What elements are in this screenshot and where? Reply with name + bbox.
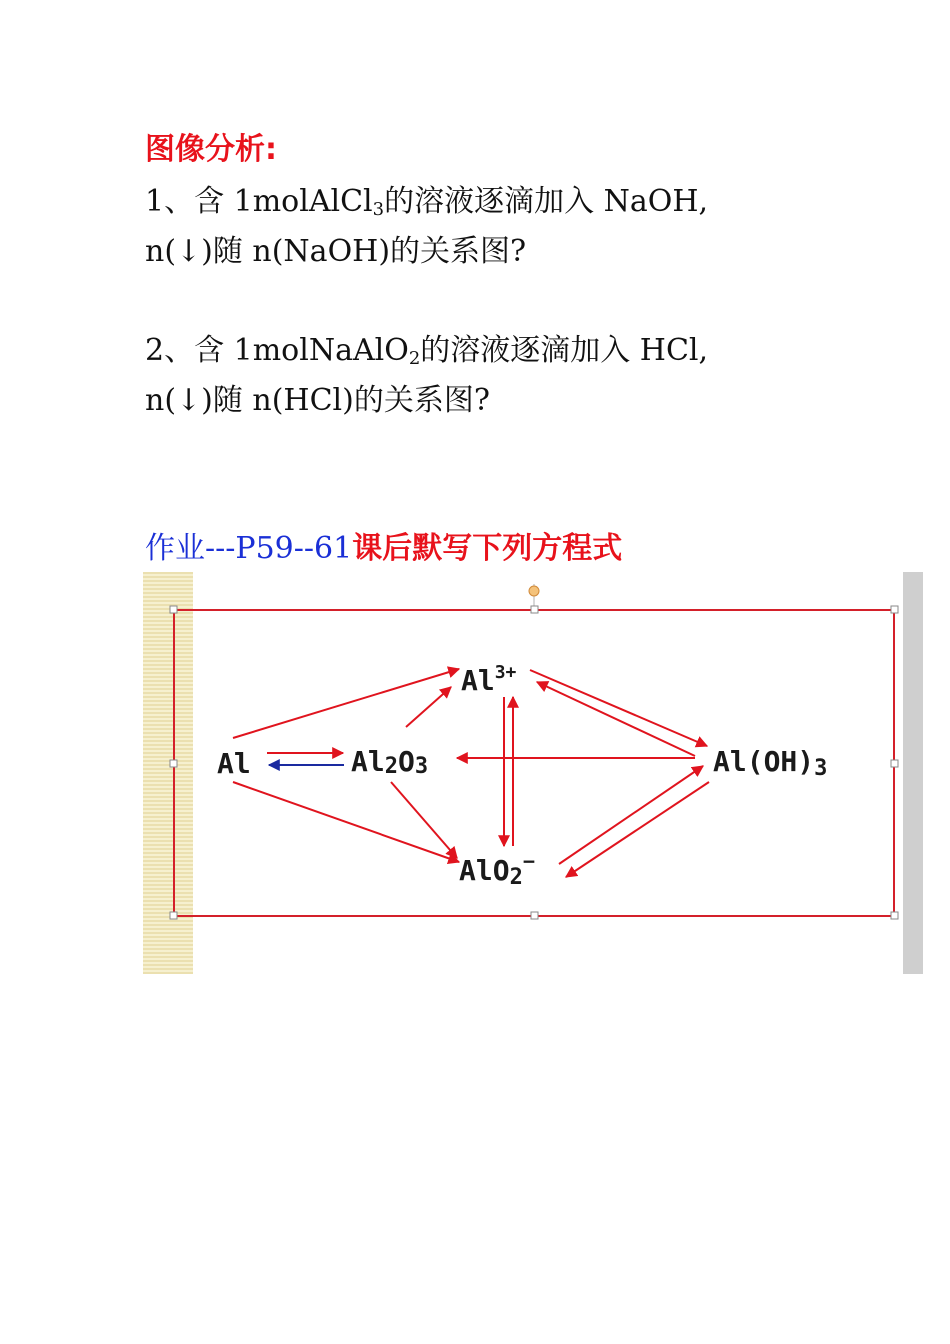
homework-line [145,531,622,567]
question-1-subscript: 3 [372,199,385,220]
homework-reference: 作业---P59--61 [145,531,353,566]
rotate-handle[interactable] [529,586,539,596]
reaction-arrows [233,669,709,877]
question-1-line-1 [145,184,708,220]
question-2-subscript: 2 [408,348,421,369]
aluminum-conversion-diagram [143,572,923,974]
page-heading: 图像分析: [145,132,277,167]
question-1-text-a: 1、含 1molAlCl [145,184,373,219]
question-2-text-b: 的溶液逐滴加入 HCl, [420,333,709,368]
node-alo2: AlO2− [459,849,535,890]
question-2-line-1 [145,333,708,369]
scrollbar-strip [903,572,923,974]
question-1-line-2: n(↓)随 n(NaOH)的关系图? [145,234,527,269]
node-al2o3: Al2O3 [351,745,429,779]
question-2-text-a: 2、含 1molNaAlO [145,333,409,368]
node-al3plus: $Al^{3+}$ [461,662,517,697]
homework-instruction: 课后默写下列方程式 [352,531,623,566]
question-1-text-b: 的溶液逐滴加入 NaOH, [384,184,709,219]
question-2-line-2: n(↓)随 n(HCl)的关系图? [145,383,490,418]
node-aloh3: Al(OH)3 [713,745,828,781]
decorative-stripe-panel [143,572,193,974]
node-al: Al [217,747,251,780]
